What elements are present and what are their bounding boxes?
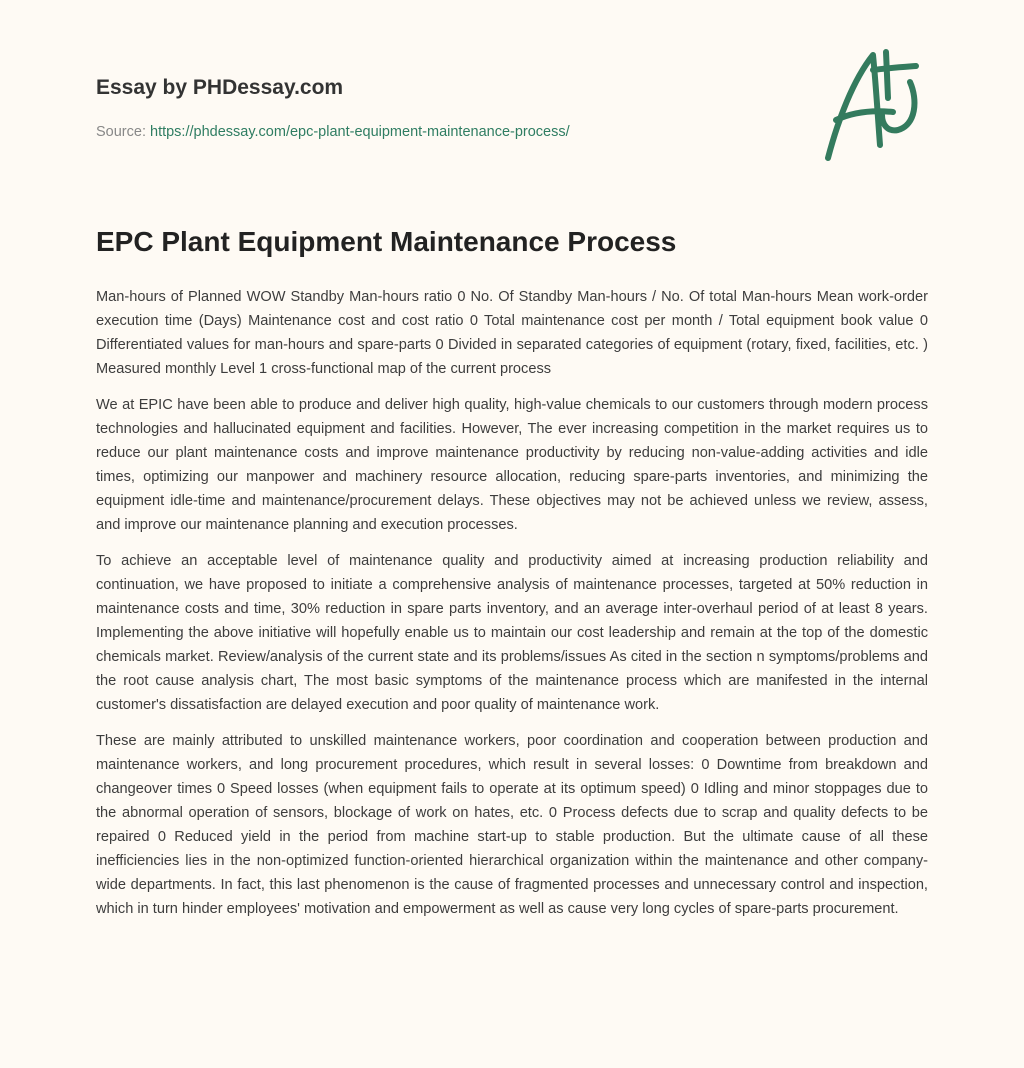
paragraph: Man-hours of Planned WOW Standby Man-hours ratio 0 No. Of Standby Man-hours / No. Of total Man-hours Mean work-order execution time (Days) Maintenance cost and cost ratio 0 Total maintenance cost per month / Total equipment book value 0 Differentiated values for man-hours and spare-parts 0 Divided in separated categories of equipment (rotary, fixed, facilities, etc. ) Measured monthly Level 1 cross-functional map of the current process: [96, 289, 928, 377]
a-plus-logo: [818, 40, 928, 165]
essay-body: [96, 285, 928, 933]
paragraph: To achieve an acceptable level of maintenance quality and productivity aimed at increasing production reliability and continuation, we have proposed to initiate a comprehensive analysis of maintenance processes, targeted at 50% reduction in maintenance costs and time, 30% reduction in spare parts inventory, and an average inter-overhaul period of at least 8 years. Implementing the above initiative will hopefully enable us to maintain our cost leadership and remain at the top of the domestic chemicals market. Review/analysis of the current state and its problems/issues As cited in the section n symptoms/problems and the root cause analysis chart, The most basic symptoms of the maintenance process which are manifested in the internal customer's dissatisfaction are delayed execution and poor quality of maintenance work.: [96, 553, 928, 713]
source-link[interactable]: https://phdessay.com/epc-plant-equipment-maintenance-process/: [150, 124, 570, 140]
paragraph: These are mainly attributed to unskilled maintenance workers, poor coordination and cooperation between production and maintenance workers, and long procurement procedures, which result in several losses: 0 Downtime from breakdown and changeover times 0 Speed losses (when equipment fails to operate at its optimum speed) 0 Idling and minor stoppages due to the abnormal operation of sensors, blockage of work on hates, etc. 0 Process defects due to scrap and quality defects to be repaired 0 Reduced yield in the period from machine start-up to stable production. But the ultimate cause of all these inefficiencies lies in the non-optimized function-oriented hierarchical organization within the maintenance and other company-wide departments. In fact, this last phenomenon is the cause of fragmented processes and unnecessary control and inspection, which in turn hinder employees' motivation and empowerment as well as cause very long cycles of spare-parts procurement.: [96, 733, 928, 917]
paragraph: We at EPIC have been able to produce and deliver high quality, high-value chemicals to our customers through modern process technologies and hallucinated equipment and facilities. However, The ever increasing competition in the market requires us to reduce our plant maintenance costs and improve maintenance productivity by reducing non-value-adding activities and idle times, optimizing our manpower and machinery resource allocation, reducing spare-parts inventories, and minimizing the equipment idle-time and maintenance/procurement delays. These objectives may not be achieved unless we review, assess, and improve our maintenance planning and execution processes.: [96, 397, 928, 533]
essay-title: EPC Plant Equipment Maintenance Process: [96, 226, 677, 257]
brand-title: Essay by PHDessay.com: [96, 76, 344, 99]
source-line: [96, 124, 570, 140]
source-label: Source:: [96, 124, 150, 140]
